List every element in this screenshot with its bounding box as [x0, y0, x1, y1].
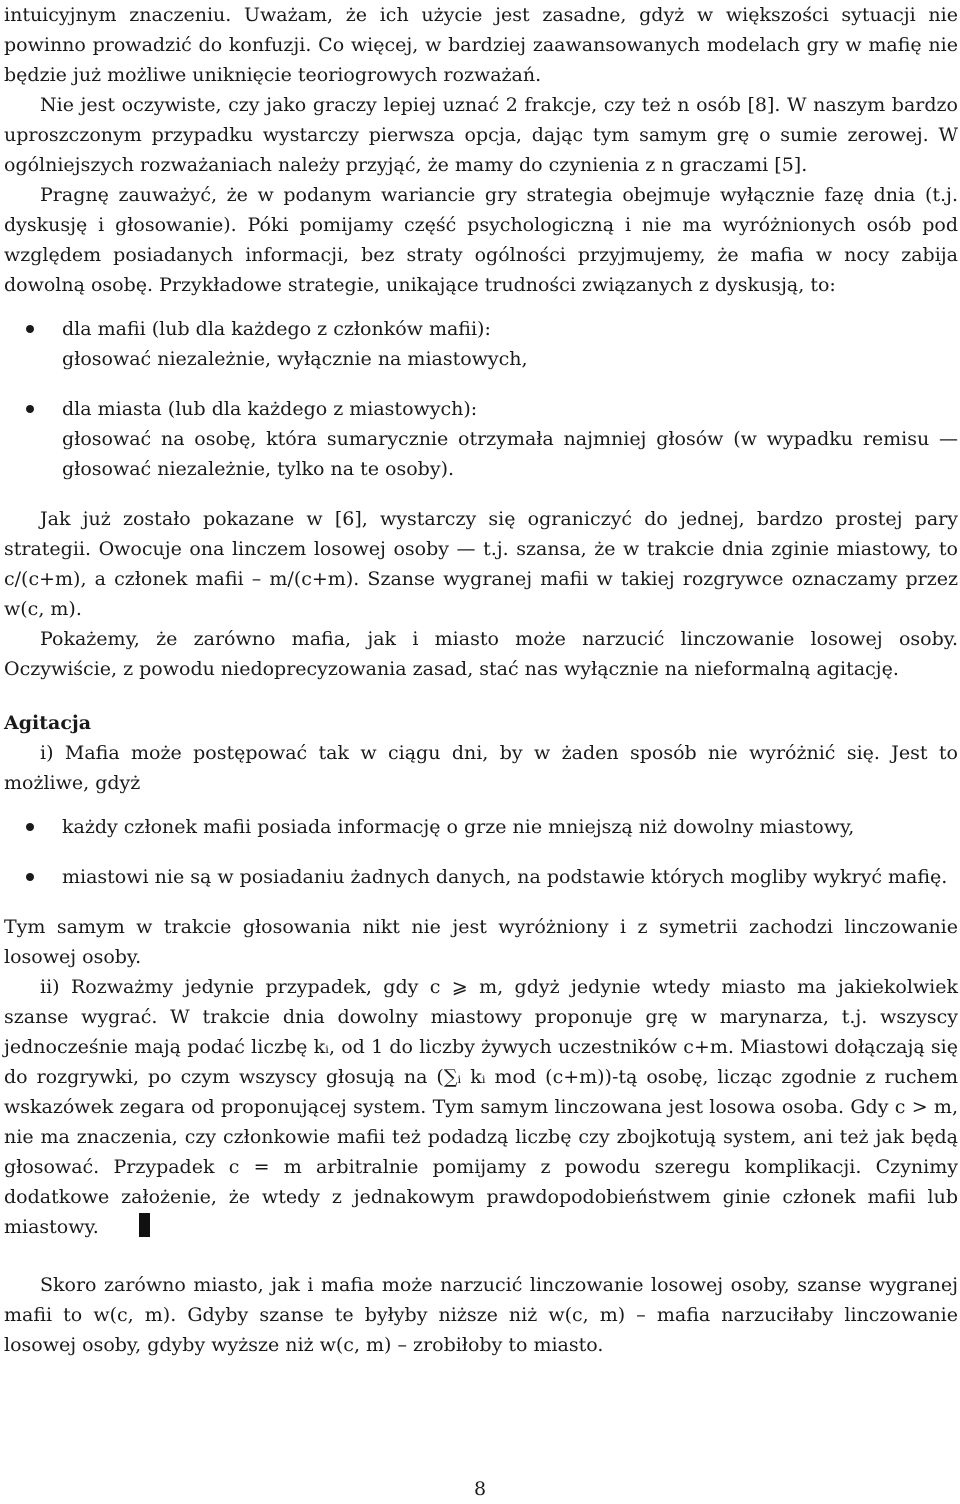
list-item: [4, 862, 958, 892]
bullet-icon: [26, 823, 34, 831]
agitation-bullet-text: każdy członek mafii posiada informację o grze nie mniejszą niż dowolny miastowy,: [62, 816, 855, 838]
agitation-bullet-text: miastowi nie są w posiadaniu żadnych danych, na podstawie których mogliby wykryć mafię.: [62, 866, 948, 888]
strategy-city-rule: głosować na osobę, która sumarycznie otrzymała najmniej głosów (w wypadku remisu — głosować niezależnie, tylko na te osoby).: [62, 428, 958, 480]
bullet-icon: [26, 873, 34, 881]
paragraph-city-case: [4, 972, 958, 1242]
paragraph-strategy: Pragnę zauważyć, że w podanym wariancie gry strategia obejmuje wyłącznie fazę dnia (t.j. dyskusję i głosowanie). Póki pomijamy część psychologiczną i nie ma wyróżnionych osób pod względem posiadanych informacji, bez straty ogólności przyjmujemy, że mafia w nocy zabija dowolną osobę. Przykładowe strategie, unikające trudności związanych z dyskusją, to:: [4, 184, 958, 296]
paragraph-conclusion: Skoro zarówno miasto, jak i mafia może narzucić linczowanie losowej osoby, szanse wygranej mafii to w(c, m). Gdyby szanse te byłyby niższe niż w(c, m) – mafia narzuciłaby linczowanie losowej osoby, gdyby wyższe niż w(c, m) – zrobiłoby to miasto.: [4, 1274, 958, 1356]
paragraph-agitation-intro: Pokażemy, że zarówno mafia, jak i miasto może narzucić linczowanie losowej osoby. Oczywiście, z powodu niedoprecyzowania zasad, stać nas wyłącznie na nieformalną agitację.: [4, 628, 958, 680]
bullet-icon: [26, 405, 34, 413]
section-heading-agitacja: Agitacja: [4, 712, 92, 734]
qed-icon: [139, 1213, 150, 1237]
paragraph-random-lynch: Jak już zostało pokazane w [6], wystarczy się ograniczyć do jednej, bardzo prostej pary strategii. Owocuje ona linczem losowej osoby — t.j. szansa, że w trakcie dnia zginie miastowy, to c/(c+m), a członek mafii – m/(c+m). Szanse wygranej mafii w takiej rozgrywce oznaczamy przez w(c, m).: [4, 508, 958, 620]
paragraph-intro: intuicyjnym znaczeniu. Uważam, że ich użycie jest zasadne, gdyż w większości sytuacji nie powinno prowadzić do konfuzji. Co więcej, w bardziej zaawansowanych modelach gry w mafię nie będzie już możliwe uniknięcie teoriogrowych rozważań.: [4, 4, 958, 86]
paragraph-factions: Nie jest oczywiste, czy jako graczy lepiej uznać 2 frakcje, czy też n osób [8]. W naszym bardzo uproszczonym przypadku wystarczy pierwsza opcja, dając tym samym grę o sumie zerowej. W ogólniejszych rozważaniach należy przyjąć, że mamy do czynienia z n graczami [5].: [4, 94, 958, 176]
list-item: [4, 394, 958, 484]
bullet-icon: [26, 325, 34, 333]
document-page: [4, 0, 958, 1360]
agitation-list: [4, 812, 958, 892]
strategy-mafia-title: dla mafii (lub dla każdego z członków mafii):: [62, 318, 491, 340]
page-number: 8: [473, 1478, 487, 1500]
paragraph-symmetry: Tym samym w trakcie głosowania nikt nie jest wyróżniony i z symetrii zachodzi linczowanie losowej osoby.: [4, 916, 958, 968]
list-item: [4, 314, 958, 374]
paragraph-mafia-case: i) Mafia może postępować tak w ciągu dni, by w żaden sposób nie wyróżnić się. Jest to możliwe, gdyż: [4, 742, 958, 794]
strategy-city-title: dla miasta (lub dla każdego z miastowych):: [62, 398, 478, 420]
strategy-list: [4, 314, 958, 484]
list-item: [4, 812, 958, 842]
paragraph-city-case-text: ii) Rozważmy jedynie przypadek, gdy c ⩾ m, gdyż jedynie wtedy miasto ma jakiekolwiek szanse wygrać. W trakcie dnia dowolny miastowy proponuje grę w marynarza, t.j. wszyscy jednocześnie mają podać liczbę kᵢ, od 1 do liczby żywych uczestników c+m. Miastowi dołączają się do rozgrywki, po czym wszyscy głosują na (∑ᵢ kᵢ mod (c+m))-tą osobę, licząc zgodnie z ruchem wskazówek zegara od proponującej system. Tym samym linczowana jest losowa osoba. Gdy c > m, nie ma znaczenia, czy członkowie mafii też podadzą liczbę czy zbojkotują system, ani też jak będą głosować. Przypadek c = m arbitralnie pomijamy z powodu szeregu komplikacji. Czynimy dodatkowe założenie, że wtedy z jednakowym prawdopodobieństwem ginie członek mafii lub miastowy.: [4, 976, 958, 1238]
strategy-mafia-rule: głosować niezależnie, wyłącznie na miastowych,: [62, 348, 528, 370]
